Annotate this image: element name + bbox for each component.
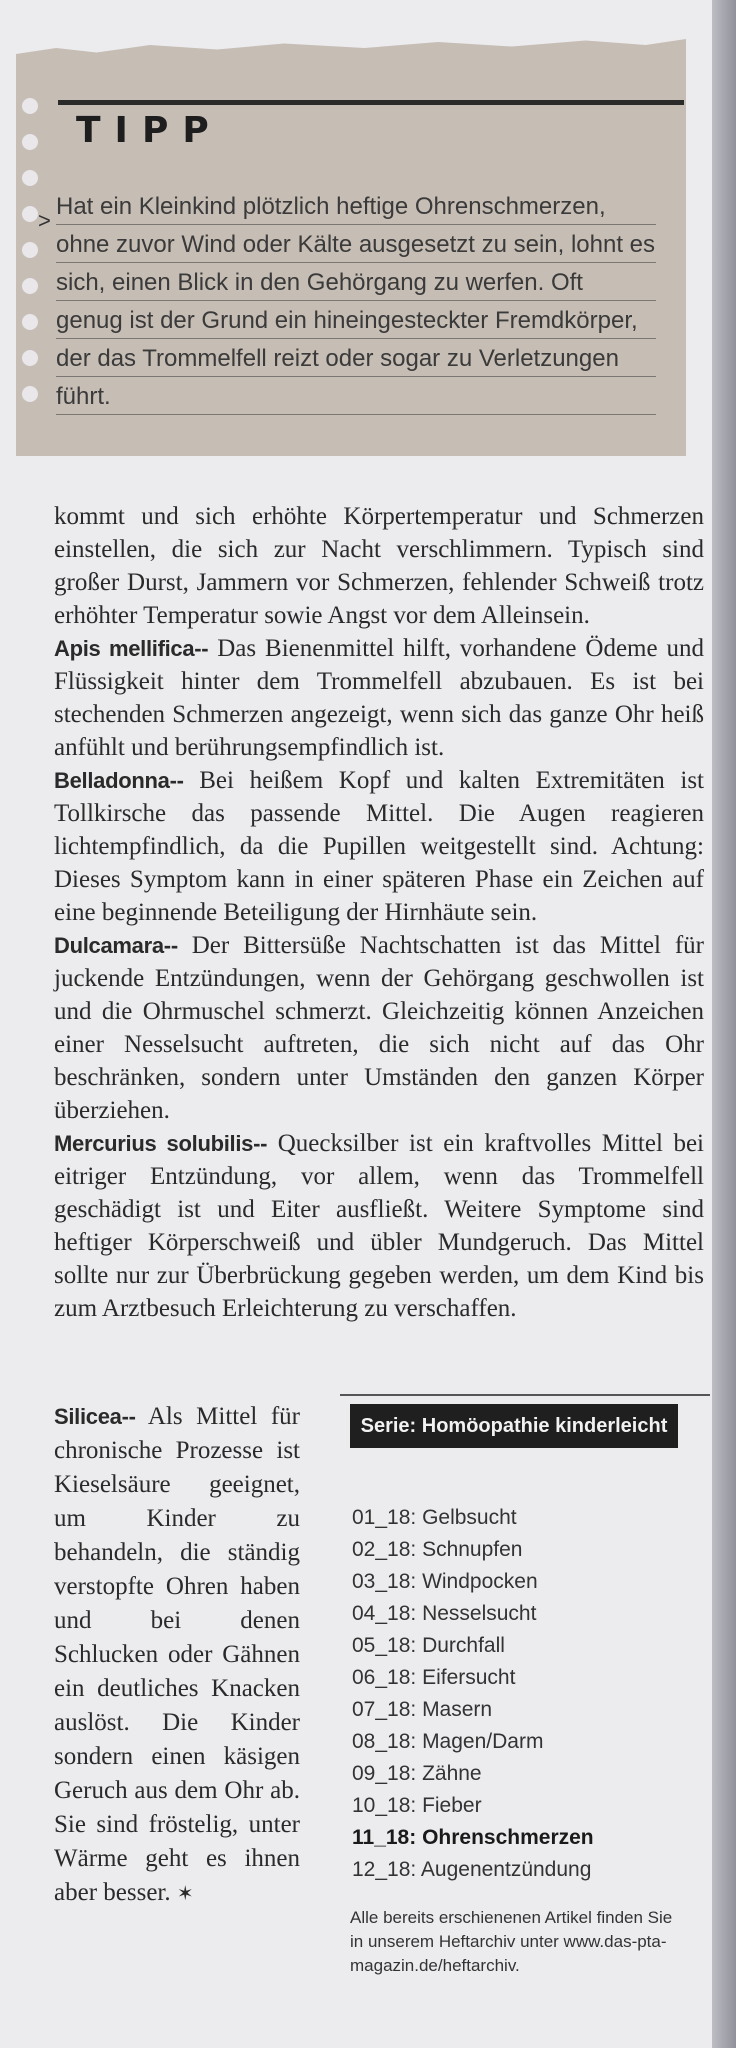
series-top-rule — [340, 1394, 710, 1396]
remedy-text: Bei heißem Kopf und kalten Extremitäten ist Tollkirsche das passende Mittel. Die Augen reagieren lichtempfindlich, da die Pupillen weitgestellt sind. Achtung: Dieses Symptom kann in einer späteren Phase ein Zeichen auf eine beginnende Beteiligung der Hirnhäute sein. — [54, 767, 704, 926]
series-item: 05_18: Durchfall — [352, 1634, 505, 1657]
punch-hole — [22, 170, 38, 186]
archive-note: Alle bereits erschienenen Artikel finden Sie in unserem Heftarchiv unter www.das-pta-magazin.de/heftarchiv. — [350, 1908, 673, 1975]
tipp-box — [16, 58, 686, 456]
remedy-name: Apis mellifica-- — [54, 636, 209, 661]
punch-hole — [22, 206, 38, 222]
series-item-current: 11_18: Ohrenschmerzen — [352, 1826, 594, 1849]
series-item: 04_18: Nesselsucht — [352, 1602, 537, 1625]
series-item: 01_18: Gelbsucht — [352, 1506, 517, 1529]
remedy-mercurius — [54, 1127, 704, 1325]
series-item: 10_18: Fieber — [352, 1794, 482, 1817]
remedy-apis — [54, 632, 704, 764]
punch-hole — [22, 314, 38, 330]
end-star-icon: ✶ — [176, 1881, 194, 1905]
punch-hole — [22, 350, 38, 366]
page-edge-shadow — [712, 0, 736, 2048]
series-item: 12_18: Augenentzündung — [352, 1858, 592, 1881]
remedy-name: Silicea-- — [54, 1404, 136, 1429]
article-intro: kommt und sich erhöhte Körpertemperatur und Schmerzen einstellen, die sich zur Nacht verschlimmern. Typisch sind großer Durst, Jammern vor Schmerzen, fehlender Schweiß trotz erhöhter Temperatur sowie Angst vor dem Alleinsein. — [54, 503, 704, 629]
remedy-text: Quecksilber ist ein kraftvolles Mittel bei eitriger Entzündung, vor allem, wenn das Trommelfell geschädigt ist und Eiter ausfließt. Weitere Symptome sind heftiger Körperschweiß und übler Mundgeruch. Das Mittel sollte nur zur Überbrückung gegeben werden, um dem Kind bis zum Arztbesuch Erleichterung zu verschaffen. — [54, 1130, 704, 1322]
series-list — [352, 1502, 700, 1886]
punch-hole — [22, 278, 38, 294]
series-item: 08_18: Magen/Darm — [352, 1730, 544, 1753]
punch-hole — [22, 98, 38, 114]
series-item: 06_18: Eifersucht — [352, 1666, 516, 1689]
remedy-silicea — [54, 1400, 300, 1910]
series-item: 07_18: Masern — [352, 1698, 493, 1721]
remedy-text: Der Bittersüße Nachtschatten ist das Mittel für juckende Entzündungen, wenn der Gehörgang geschwollen ist und die Ohrmuschel schmerzt. Gleichzeitig können Anzeichen einer Nesselsucht auftreten, die sich nicht auf das Ohr beschränken, sondern unter Umständen den ganzen Körper überziehen. — [54, 932, 704, 1124]
remedy-belladonna — [54, 764, 704, 929]
series-title: Serie: Homöopathie kinderleicht — [350, 1404, 678, 1448]
remedy-name: Belladonna-- — [54, 768, 184, 793]
remedy-text: Das Bienenmittel hilft, vorhandene Ödeme und Flüssigkeit hinter dem Trommelfell abzubauen. Es ist bei stechenden Schmerzen angezeigt, wenn sich das ganze Ohr heiß anfühlt und berührungsempfindlich ist. — [54, 635, 704, 761]
punch-hole — [22, 134, 38, 150]
punch-hole — [22, 386, 38, 402]
remedy-name: Dulcamara-- — [54, 933, 178, 958]
punch-hole — [22, 242, 38, 258]
series-item: 09_18: Zähne — [352, 1762, 482, 1785]
notebook-holes — [22, 98, 38, 422]
tipp-text: Hat ein Kleinkind plötzlich heftige Ohrenschmerzen, ohne zuvor Wind oder Kälte ausgesetzt zu sein, lohnt es sich, einen Blick in den Gehörgang zu werfen. Oft genug ist der Grund ein hineingesteckter Fremdkörper, der das Trommelfell reizt oder sogar zu Verletzungen führt. — [56, 188, 656, 416]
tipp-title: TIPP — [76, 110, 223, 151]
series-item: 02_18: Schnupfen — [352, 1538, 523, 1561]
tipp-top-rule — [58, 100, 684, 105]
series-box — [340, 1394, 700, 1978]
article-body — [54, 500, 704, 1325]
remedy-name: Mercurius solubilis-- — [54, 1131, 268, 1156]
arrow-icon: > — [38, 208, 51, 233]
series-item: 03_18: Windpocken — [352, 1570, 538, 1593]
remedy-text: Als Mittel für chronische Prozesse ist Kieselsäure geeignet, um Kinder zu behandeln, die ständig verstopfte Ohren haben und bei denen Schlucken oder Gähnen ein deutliches Knacken auslöst. Die Kinder sondern einen käsigen Geruch aus dem Ohr ab. Sie sind fröstelig, unter Wärme geht es ihnen aber besser. — [54, 1403, 300, 1906]
remedy-dulcamara — [54, 929, 704, 1127]
